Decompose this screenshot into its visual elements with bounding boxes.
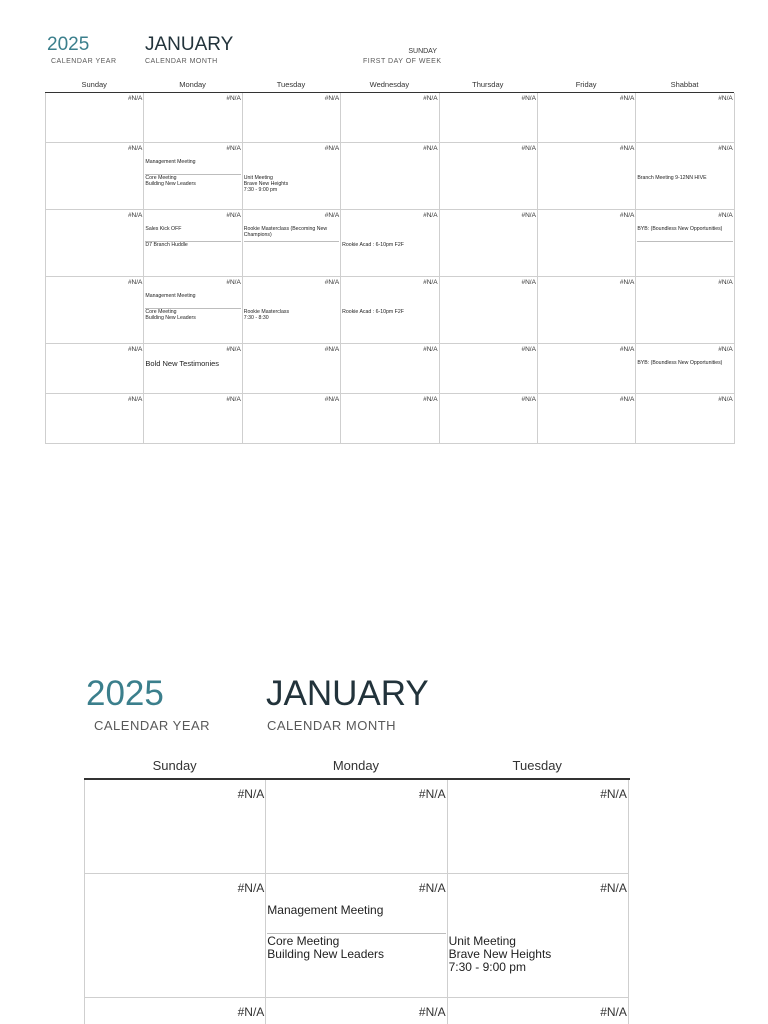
day-cell[interactable] [341, 143, 439, 210]
date-number: #N/A [423, 346, 438, 353]
weekday-sunday: Sunday [81, 80, 107, 89]
date-number: #N/A [237, 1005, 265, 1019]
month-value: JANUARY [145, 34, 234, 55]
weekday-monday: Monday [179, 80, 206, 89]
event-rookie-masterclass[interactable]: Rookie Masterclass 7:30 - 8:30 [243, 309, 290, 321]
day-cell[interactable] [85, 874, 266, 998]
date-number: #N/A [521, 95, 536, 102]
event-bold-new-testimonies[interactable]: Bold New Testimonies [145, 359, 220, 368]
day-cell[interactable] [440, 394, 538, 444]
event-branch-huddle[interactable]: D7 Branch Huddle [145, 241, 240, 248]
day-cell[interactable] [341, 93, 439, 143]
date-number: #N/A [718, 346, 733, 353]
weekday-wednesday: Wednesday [369, 80, 410, 89]
event-separator [244, 241, 339, 242]
month-value: JANUARY [266, 674, 429, 713]
day-cell[interactable] [46, 93, 144, 143]
date-number: #N/A [324, 396, 340, 403]
date-number: #N/A [619, 212, 635, 219]
date-number: #N/A [127, 145, 143, 152]
date-number: #N/A [127, 346, 143, 353]
event-unit-meeting[interactable]: Unit Meeting Brave New Heights 7:30 - 9:00 pm [243, 175, 289, 193]
day-cell[interactable] [636, 210, 734, 277]
date-number: #N/A [521, 145, 536, 152]
date-number: #N/A [521, 212, 536, 219]
event-core-meeting[interactable]: Core Meeting Building New Leaders [145, 308, 240, 321]
day-cell[interactable] [448, 780, 629, 874]
calendar-sheet-small [45, 32, 734, 444]
date-number: #N/A [600, 1005, 627, 1019]
day-cell[interactable] [636, 277, 734, 344]
day-cell[interactable] [243, 344, 341, 394]
calendar-header [45, 32, 734, 80]
date-number: #N/A [226, 212, 241, 219]
event-management-meeting[interactable]: Management Meeting [145, 159, 196, 165]
day-cell[interactable] [144, 210, 242, 277]
date-number: #N/A [127, 396, 143, 403]
date-number: #N/A [324, 346, 340, 353]
day-cell[interactable] [341, 277, 439, 344]
date-number: #N/A [423, 396, 438, 403]
event-management-meeting[interactable]: Management Meeting [145, 293, 196, 299]
date-number: #N/A [324, 145, 340, 152]
date-number: #N/A [521, 279, 536, 286]
month-label: CALENDAR MONTH [145, 58, 218, 65]
date-number: #N/A [423, 145, 438, 152]
weekday-tuesday: Tuesday [276, 80, 306, 89]
year-value: 2025 [86, 674, 164, 713]
event-core-meeting[interactable]: Core Meeting Building New Leaders [267, 933, 445, 961]
date-number: #N/A [718, 396, 733, 403]
date-number: #N/A [600, 881, 627, 895]
calendar-sheet-zoomed [84, 672, 630, 1024]
day-cell[interactable] [243, 277, 341, 344]
day-cell[interactable] [440, 277, 538, 344]
date-number: #N/A [600, 787, 627, 801]
date-number: #N/A [521, 396, 536, 403]
day-cell[interactable] [440, 143, 538, 210]
day-cell[interactable] [85, 780, 266, 874]
day-cell[interactable] [448, 874, 629, 998]
event-sales-kick-off[interactable]: Sales Kick OFF [145, 226, 182, 232]
date-number: #N/A [237, 881, 265, 895]
weekday-friday: Friday [575, 80, 597, 89]
weekday-thursday: Thursday [472, 80, 504, 89]
date-number: #N/A [718, 212, 733, 219]
first-day-label: FIRST DAY OF WEEK [363, 58, 442, 65]
event-branch-meeting[interactable]: Branch Meeting 9-12NN HIVE [637, 175, 707, 181]
day-cell[interactable] [46, 344, 144, 394]
day-cell[interactable] [448, 998, 629, 1024]
day-cell[interactable] [538, 344, 636, 394]
date-number: #N/A [423, 279, 438, 286]
day-cell[interactable] [144, 344, 242, 394]
day-cell[interactable] [266, 874, 447, 998]
day-cell[interactable] [85, 998, 266, 1024]
date-number: #N/A [237, 787, 265, 801]
date-number: #N/A [718, 145, 733, 152]
date-number: #N/A [226, 396, 241, 403]
date-number: #N/A [226, 346, 241, 353]
date-number: #N/A [718, 279, 733, 286]
date-number: #N/A [226, 145, 241, 152]
weekday-monday: Monday [332, 758, 380, 773]
day-cell[interactable] [538, 394, 636, 444]
date-number: #N/A [619, 396, 635, 403]
month-grid [45, 93, 734, 444]
day-cell[interactable] [243, 93, 341, 143]
first-day-value: SUNDAY [408, 48, 437, 55]
date-number: #N/A [619, 145, 635, 152]
day-cell[interactable] [636, 93, 734, 143]
date-number: #N/A [127, 279, 143, 286]
day-cell[interactable] [341, 344, 439, 394]
day-cell[interactable] [440, 93, 538, 143]
date-number: #N/A [521, 346, 536, 353]
day-cell[interactable] [46, 277, 144, 344]
day-cell[interactable] [144, 93, 242, 143]
day-cell[interactable] [46, 394, 144, 444]
calendar-header [84, 672, 630, 756]
day-cell[interactable] [144, 394, 242, 444]
date-number: #N/A [423, 212, 438, 219]
date-number: #N/A [418, 881, 446, 895]
date-number: #N/A [324, 279, 340, 286]
date-number: #N/A [423, 95, 438, 102]
day-cell[interactable] [440, 344, 538, 394]
date-number: #N/A [619, 346, 635, 353]
date-number: #N/A [127, 95, 143, 102]
day-cell[interactable] [341, 394, 439, 444]
day-cell[interactable] [243, 143, 341, 210]
date-number: #N/A [418, 1005, 446, 1019]
event-unit-meeting[interactable]: Unit Meeting Brave New Heights 7:30 - 9:00 pm [448, 934, 552, 974]
date-number: #N/A [418, 787, 446, 801]
event-core-meeting[interactable]: Core Meeting Building New Leaders [145, 174, 240, 187]
day-cell[interactable] [144, 277, 242, 344]
event-byb[interactable]: BYB: (Boundless New Opportunities) [637, 226, 723, 232]
day-cell[interactable] [266, 998, 447, 1024]
day-cell[interactable] [440, 210, 538, 277]
day-cell[interactable] [144, 143, 242, 210]
day-cell[interactable] [46, 143, 144, 210]
day-cell[interactable] [636, 143, 734, 210]
day-cell[interactable] [243, 210, 341, 277]
year-label: CALENDAR YEAR [94, 718, 211, 733]
day-cell[interactable] [341, 210, 439, 277]
day-cell[interactable] [266, 780, 447, 874]
weekday-header-row [45, 80, 734, 93]
date-number: #N/A [718, 95, 733, 102]
day-cell[interactable] [538, 93, 636, 143]
day-cell[interactable] [538, 277, 636, 344]
date-number: #N/A [619, 95, 635, 102]
event-separator [637, 241, 732, 242]
event-rookie-acad[interactable]: Rookie Acad : 6-10pm F2F [342, 309, 404, 315]
weekday-header-row [84, 756, 630, 780]
day-cell[interactable] [46, 210, 144, 277]
month-grid [84, 780, 630, 1024]
date-number: #N/A [226, 95, 241, 102]
day-cell[interactable] [636, 344, 734, 394]
day-cell[interactable] [538, 210, 636, 277]
event-rookie-acad[interactable]: Rookie Acad : 6-10pm F2F [342, 242, 404, 248]
event-byb[interactable]: BYB: (Boundless New Opportunities) [637, 360, 723, 366]
date-number: #N/A [324, 212, 340, 219]
year-label: CALENDAR YEAR [51, 58, 117, 65]
date-number: #N/A [226, 279, 241, 286]
day-cell[interactable] [243, 394, 341, 444]
event-rookie-masterclass[interactable]: Rookie Masterclass (Becoming New Champions) [243, 226, 328, 238]
day-cell[interactable] [636, 394, 734, 444]
weekday-tuesday: Tuesday [512, 758, 562, 773]
weekday-sunday: Sunday [152, 758, 197, 773]
date-number: #N/A [127, 212, 143, 219]
year-value: 2025 [47, 34, 90, 55]
event-management-meeting[interactable]: Management Meeting [267, 903, 384, 917]
month-label: CALENDAR MONTH [267, 718, 397, 733]
date-number: #N/A [619, 279, 635, 286]
weekday-shabbat: Shabbat [670, 80, 699, 89]
date-number: #N/A [324, 95, 340, 102]
day-cell[interactable] [538, 143, 636, 210]
